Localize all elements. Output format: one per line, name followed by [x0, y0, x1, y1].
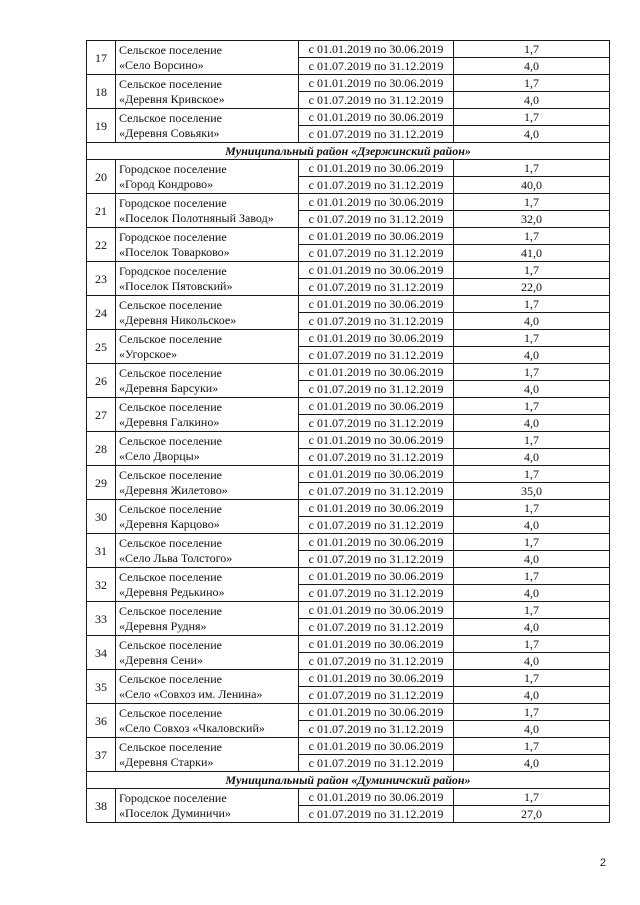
table-row: [87, 398, 610, 415]
rate-second-half: 4,0: [454, 92, 610, 109]
rate-second-half: 4,0: [454, 517, 610, 534]
rate-first-half: 1,7: [454, 636, 610, 653]
settlement-name-cell: [116, 398, 299, 432]
period-second-half: с 01.07.2019 по 31.12.2019: [299, 381, 454, 398]
settlement-type: Сельское поселение: [119, 603, 222, 618]
section-title: Муниципальный район «Дзержинский район»: [87, 143, 610, 160]
settlement-name: «Деревня Карцово»: [119, 516, 220, 531]
rate-first-half: 1,7: [454, 670, 610, 687]
settlement-name-cell: [116, 534, 299, 568]
rate-second-half: 27,0: [454, 806, 610, 823]
settlement-type: Сельское поселение: [119, 331, 222, 346]
period-second-half: с 01.07.2019 по 31.12.2019: [299, 58, 454, 75]
settlement-name-cell: [116, 228, 299, 262]
settlement-type: Городское поселение: [119, 229, 227, 244]
table-row: [87, 330, 610, 347]
settlement-name-cell: [116, 194, 299, 228]
settlement-name: «Деревня Жилетово»: [119, 482, 228, 497]
settlement-type: Сельское поселение: [119, 671, 222, 686]
row-number: 17: [87, 41, 116, 75]
settlement-name: «Деревня Никольское»: [119, 312, 237, 327]
rate-first-half: 1,7: [454, 568, 610, 585]
table-row: [87, 602, 610, 619]
settlement-name-cell: [116, 160, 299, 194]
rate-second-half: 4,0: [454, 381, 610, 398]
row-number: 21: [87, 194, 116, 228]
table-row: [87, 432, 610, 449]
period-second-half: с 01.07.2019 по 31.12.2019: [299, 449, 454, 466]
rate-first-half: 1,7: [454, 41, 610, 58]
row-number: 32: [87, 568, 116, 602]
period-second-half: с 01.07.2019 по 31.12.2019: [299, 92, 454, 109]
rate-first-half: 1,7: [454, 789, 610, 806]
period-first-half: с 01.01.2019 по 30.06.2019: [299, 262, 454, 279]
rate-first-half: 1,7: [454, 534, 610, 551]
period-second-half: с 01.07.2019 по 31.12.2019: [299, 415, 454, 432]
rate-first-half: 1,7: [454, 330, 610, 347]
settlement-type: Сельское поселение: [119, 535, 222, 550]
settlement-name-cell: [116, 75, 299, 109]
rate-first-half: 1,7: [454, 466, 610, 483]
rate-second-half: 32,0: [454, 211, 610, 228]
settlement-name-cell: [116, 568, 299, 602]
period-first-half: с 01.01.2019 по 30.06.2019: [299, 160, 454, 177]
rate-first-half: 1,7: [454, 75, 610, 92]
period-first-half: с 01.01.2019 по 30.06.2019: [299, 602, 454, 619]
rate-second-half: 4,0: [454, 126, 610, 143]
period-first-half: с 01.01.2019 по 30.06.2019: [299, 398, 454, 415]
row-number: 34: [87, 636, 116, 670]
settlement-name-cell: [116, 262, 299, 296]
period-second-half: с 01.07.2019 по 31.12.2019: [299, 347, 454, 364]
rate-second-half: 4,0: [454, 58, 610, 75]
row-number: 35: [87, 670, 116, 704]
section-header-row: [87, 772, 610, 789]
settlement-type: Сельское поселение: [119, 705, 222, 720]
table-row: [87, 228, 610, 245]
table-row: [87, 109, 610, 126]
settlement-name: «Деревня Совьяки»: [119, 125, 220, 140]
settlement-type: Сельское поселение: [119, 501, 222, 516]
settlement-name-cell: [116, 670, 299, 704]
table-row: [87, 738, 610, 755]
section-title: Муниципальный район «Думиничский район»: [87, 772, 610, 789]
rate-first-half: 1,7: [454, 738, 610, 755]
rate-first-half: 1,7: [454, 500, 610, 517]
settlement-name-cell: [116, 704, 299, 738]
rate-first-half: 1,7: [454, 364, 610, 381]
period-second-half: с 01.07.2019 по 31.12.2019: [299, 245, 454, 262]
rate-second-half: 4,0: [454, 347, 610, 364]
period-second-half: с 01.07.2019 по 31.12.2019: [299, 517, 454, 534]
period-first-half: с 01.01.2019 по 30.06.2019: [299, 41, 454, 58]
page-number: 2: [599, 857, 606, 869]
row-number: 25: [87, 330, 116, 364]
table-row: [87, 670, 610, 687]
period-first-half: с 01.01.2019 по 30.06.2019: [299, 738, 454, 755]
table-row: [87, 75, 610, 92]
period-first-half: с 01.01.2019 по 30.06.2019: [299, 789, 454, 806]
rate-second-half: 4,0: [454, 449, 610, 466]
rate-second-half: 4,0: [454, 551, 610, 568]
period-second-half: с 01.07.2019 по 31.12.2019: [299, 687, 454, 704]
rate-first-half: 1,7: [454, 109, 610, 126]
row-number: 18: [87, 75, 116, 109]
period-second-half: с 01.07.2019 по 31.12.2019: [299, 551, 454, 568]
row-number: 20: [87, 160, 116, 194]
settlement-type: Сельское поселение: [119, 467, 222, 482]
settlement-type: Сельское поселение: [119, 110, 222, 125]
table-row: [87, 789, 610, 806]
period-first-half: с 01.01.2019 по 30.06.2019: [299, 466, 454, 483]
period-second-half: с 01.07.2019 по 31.12.2019: [299, 211, 454, 228]
settlement-name: «Село Ворсино»: [119, 57, 204, 72]
settlement-type: Сельское поселение: [119, 42, 222, 57]
rate-second-half: 4,0: [454, 313, 610, 330]
period-first-half: с 01.01.2019 по 30.06.2019: [299, 228, 454, 245]
settlement-type: Городское поселение: [119, 790, 227, 805]
period-first-half: с 01.01.2019 по 30.06.2019: [299, 670, 454, 687]
rate-second-half: 4,0: [454, 585, 610, 602]
rate-second-half: 22,0: [454, 279, 610, 296]
period-second-half: с 01.07.2019 по 31.12.2019: [299, 177, 454, 194]
settlement-name: «Поселок Полотняный Завод»: [119, 210, 274, 225]
period-first-half: с 01.01.2019 по 30.06.2019: [299, 194, 454, 211]
period-first-half: с 01.01.2019 по 30.06.2019: [299, 500, 454, 517]
row-number: 28: [87, 432, 116, 466]
row-number: 29: [87, 466, 116, 500]
rate-second-half: 4,0: [454, 721, 610, 738]
row-number: 38: [87, 789, 116, 823]
period-second-half: с 01.07.2019 по 31.12.2019: [299, 619, 454, 636]
settlement-name: «Село «Совхоз им. Ленина»: [119, 686, 263, 701]
settlement-name-cell: [116, 109, 299, 143]
settlement-name: «Город Кондрово»: [119, 176, 214, 191]
settlement-name: «Деревня Кривское»: [119, 91, 225, 106]
table-row: [87, 704, 610, 721]
period-second-half: с 01.07.2019 по 31.12.2019: [299, 126, 454, 143]
settlement-name: «Деревня Барсуки»: [119, 380, 219, 395]
row-number: 33: [87, 602, 116, 636]
settlement-name: «Деревня Галкино»: [119, 414, 220, 429]
settlement-name: «Поселок Думиничи»: [119, 805, 231, 820]
settlement-name-cell: [116, 466, 299, 500]
period-first-half: с 01.01.2019 по 30.06.2019: [299, 704, 454, 721]
rate-second-half: 4,0: [454, 619, 610, 636]
table-row: [87, 534, 610, 551]
table-row: [87, 466, 610, 483]
row-number: 26: [87, 364, 116, 398]
settlement-name-cell: [116, 364, 299, 398]
table-row: [87, 160, 610, 177]
settlement-name-cell: [116, 432, 299, 466]
table-row: [87, 568, 610, 585]
table-row: [87, 262, 610, 279]
period-second-half: с 01.07.2019 по 31.12.2019: [299, 585, 454, 602]
rate-first-half: 1,7: [454, 704, 610, 721]
settlement-type: Сельское поселение: [119, 433, 222, 448]
settlement-name: «Село Совхоз «Чкаловский»: [119, 720, 265, 735]
settlement-name: «Угорское»: [119, 346, 178, 361]
settlement-name: «Поселок Товарково»: [119, 244, 230, 259]
rate-second-half: 4,0: [454, 755, 610, 772]
rate-second-half: 40,0: [454, 177, 610, 194]
period-second-half: с 01.07.2019 по 31.12.2019: [299, 313, 454, 330]
settlement-name-cell: [116, 330, 299, 364]
rate-first-half: 1,7: [454, 262, 610, 279]
tariff-table: [86, 40, 610, 823]
settlement-name: «Деревня Сени»: [119, 652, 203, 667]
settlement-name: «Деревня Редькино»: [119, 584, 225, 599]
rate-first-half: 1,7: [454, 432, 610, 449]
row-number: 22: [87, 228, 116, 262]
period-first-half: с 01.01.2019 по 30.06.2019: [299, 636, 454, 653]
settlement-name: «Село Дворцы»: [119, 448, 200, 463]
period-first-half: с 01.01.2019 по 30.06.2019: [299, 109, 454, 126]
settlement-type: Городское поселение: [119, 263, 227, 278]
settlement-name: «Деревня Рудня»: [119, 618, 207, 633]
settlement-type: Сельское поселение: [119, 399, 222, 414]
row-number: 23: [87, 262, 116, 296]
period-second-half: с 01.07.2019 по 31.12.2019: [299, 806, 454, 823]
rate-first-half: 1,7: [454, 160, 610, 177]
rate-first-half: 1,7: [454, 296, 610, 313]
section-header-row: [87, 143, 610, 160]
row-number: 31: [87, 534, 116, 568]
table-row: [87, 364, 610, 381]
rate-second-half: 4,0: [454, 687, 610, 704]
table-row: [87, 296, 610, 313]
rate-first-half: 1,7: [454, 398, 610, 415]
table-row: [87, 636, 610, 653]
settlement-name-cell: [116, 500, 299, 534]
period-first-half: с 01.01.2019 по 30.06.2019: [299, 296, 454, 313]
rate-first-half: 1,7: [454, 602, 610, 619]
rate-first-half: 1,7: [454, 228, 610, 245]
rate-second-half: 35,0: [454, 483, 610, 500]
settlement-type: Городское поселение: [119, 195, 227, 210]
period-first-half: с 01.01.2019 по 30.06.2019: [299, 75, 454, 92]
settlement-name-cell: [116, 636, 299, 670]
settlement-name: «Село Льва Толстого»: [119, 550, 233, 565]
settlement-type: Сельское поселение: [119, 569, 222, 584]
rate-second-half: 41,0: [454, 245, 610, 262]
settlement-type: Сельское поселение: [119, 739, 222, 754]
period-first-half: с 01.01.2019 по 30.06.2019: [299, 568, 454, 585]
settlement-name-cell: [116, 738, 299, 772]
row-number: 24: [87, 296, 116, 330]
tariff-table-body: [87, 41, 610, 823]
settlement-name-cell: [116, 41, 299, 75]
settlement-name: «Поселок Пятовский»: [119, 278, 233, 293]
rate-first-half: 1,7: [454, 194, 610, 211]
settlement-type: Сельское поселение: [119, 637, 222, 652]
settlement-name: «Деревня Старки»: [119, 754, 214, 769]
settlement-name-cell: [116, 602, 299, 636]
period-first-half: с 01.01.2019 по 30.06.2019: [299, 534, 454, 551]
period-second-half: с 01.07.2019 по 31.12.2019: [299, 653, 454, 670]
period-second-half: с 01.07.2019 по 31.12.2019: [299, 279, 454, 296]
row-number: 36: [87, 704, 116, 738]
settlement-name-cell: [116, 789, 299, 823]
period-first-half: с 01.01.2019 по 30.06.2019: [299, 364, 454, 381]
rate-second-half: 4,0: [454, 415, 610, 432]
period-second-half: с 01.07.2019 по 31.12.2019: [299, 483, 454, 500]
row-number: 19: [87, 109, 116, 143]
settlement-name-cell: [116, 296, 299, 330]
period-first-half: с 01.01.2019 по 30.06.2019: [299, 432, 454, 449]
row-number: 27: [87, 398, 116, 432]
table-row: [87, 194, 610, 211]
table-row: [87, 41, 610, 58]
settlement-type: Сельское поселение: [119, 365, 222, 380]
settlement-type: Городское поселение: [119, 161, 227, 176]
settlement-type: Сельское поселение: [119, 76, 222, 91]
rate-second-half: 4,0: [454, 653, 610, 670]
period-first-half: с 01.01.2019 по 30.06.2019: [299, 330, 454, 347]
row-number: 37: [87, 738, 116, 772]
settlement-type: Сельское поселение: [119, 297, 222, 312]
period-second-half: с 01.07.2019 по 31.12.2019: [299, 721, 454, 738]
period-second-half: с 01.07.2019 по 31.12.2019: [299, 755, 454, 772]
row-number: 30: [87, 500, 116, 534]
table-row: [87, 500, 610, 517]
